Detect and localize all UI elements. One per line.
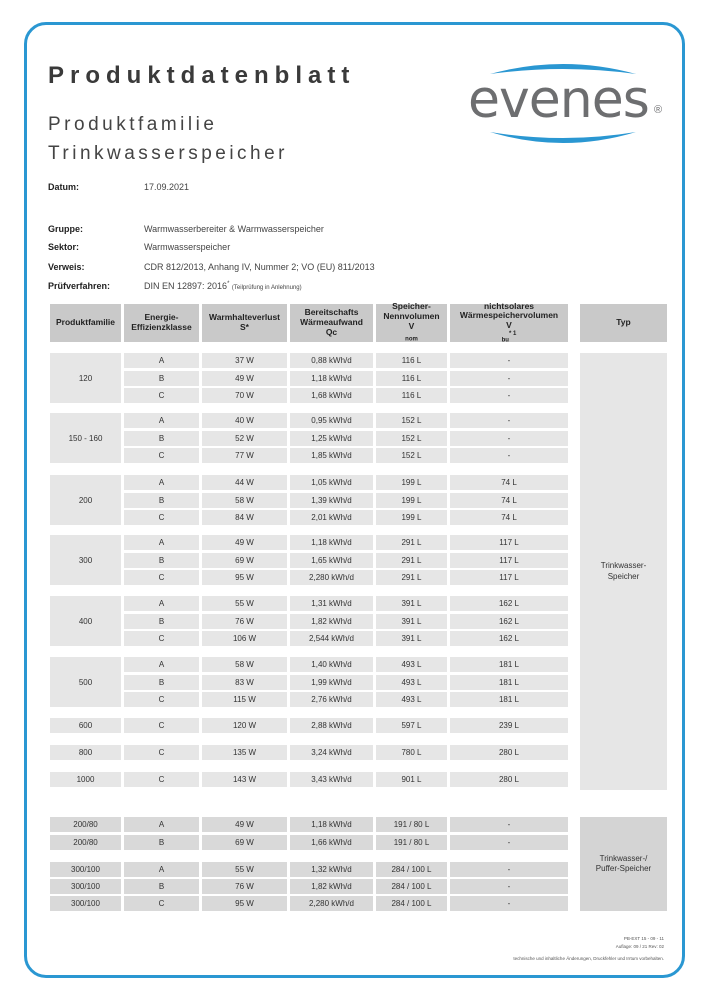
table-cell-vbu: 181 L <box>450 675 568 690</box>
table-cell-qc: 1,25 kWh/d <box>290 431 373 446</box>
puffer-cell-qc: 1,18 kWh/d <box>290 817 373 832</box>
table-cell-vnom: 199 L <box>376 493 447 508</box>
gruppe-label: Gruppe: <box>48 224 83 234</box>
table-cell-vbu: - <box>450 371 568 386</box>
table-cell-vnom: 291 L <box>376 535 447 550</box>
puffer-cell-vbu: - <box>450 879 568 894</box>
table-cell-vnom: 152 L <box>376 448 447 463</box>
table-cell-vnom: 152 L <box>376 431 447 446</box>
table-cell-qc: 2,76 kWh/d <box>290 692 373 707</box>
table-cell-klasse: A <box>124 353 199 368</box>
page-title: Produktdatenblatt <box>48 62 356 89</box>
puffer-cell-name: 300/100 <box>50 862 121 877</box>
table-cell-klasse: C <box>124 448 199 463</box>
table-cell-vnom: 291 L <box>376 553 447 568</box>
table-cell-klasse: C <box>124 388 199 403</box>
table-cell-vnom: 152 L <box>376 413 447 428</box>
typ2-l1: Trinkwasser-/ <box>599 853 648 863</box>
table-cell-s: 76 W <box>202 614 287 629</box>
puffer-cell-klasse: A <box>124 862 199 877</box>
header-warmhalteverlust <box>202 304 287 342</box>
datum-value: 17.09.2021 <box>144 182 190 192</box>
table-cell-klasse: C <box>124 510 199 525</box>
table-cell-qc: 1,31 kWh/d <box>290 596 373 611</box>
table-cell-qc: 1,82 kWh/d <box>290 614 373 629</box>
evenes-logo <box>468 60 668 150</box>
table-cell-s: 52 W <box>202 431 287 446</box>
table-cell-vnom: 493 L <box>376 657 447 672</box>
footer-auflage: Auflage: 09 / 21 Rev: 02 <box>615 944 664 949</box>
table-cell-vnom: 391 L <box>376 614 447 629</box>
table-cell-vnom: 291 L <box>376 570 447 585</box>
table-cell-klasse: A <box>124 413 199 428</box>
pruef-note: (Teilprüfung in Anlehnung) <box>231 285 302 291</box>
table-cell-vbu: 117 L <box>450 535 568 550</box>
puffer-cell-s: 49 W <box>202 817 287 832</box>
table-cell-vbu: 181 L <box>450 692 568 707</box>
typ2-l2: Puffer-Speicher <box>595 864 652 873</box>
puffer-cell-klasse: B <box>124 835 199 850</box>
table-cell-vnom: 116 L <box>376 353 447 368</box>
table-cell-qc: 3,43 kWh/d <box>290 772 373 787</box>
group-produktfamilie <box>50 718 121 733</box>
table-cell-s: 37 W <box>202 353 287 368</box>
table-cell-vbu: 74 L <box>450 493 568 508</box>
table-cell-s: 55 W <box>202 596 287 611</box>
table-cell-qc: 2,544 kWh/d <box>290 631 373 646</box>
table-cell-vbu: 162 L <box>450 631 568 646</box>
table-cell-vbu: 239 L <box>450 718 568 733</box>
header-energie-l2: Effizienzklasse <box>131 322 192 332</box>
header-warm-l1: Warmhalteverlust <box>208 312 280 323</box>
typ1-l2: Speicher <box>607 571 640 581</box>
group-produktfamilie <box>50 413 121 463</box>
table-cell-qc: 2,280 kWh/d <box>290 570 373 585</box>
table-cell-vbu: 280 L <box>450 745 568 760</box>
footer-note: technische und inhaltliche Änderungen, Druckfehler und Irrtum vorbehalten. <box>513 956 664 961</box>
puffer-cell-klasse: C <box>124 896 199 911</box>
header-typ-text: Typ <box>616 317 631 328</box>
header-energie-l1: Energie- <box>144 312 179 323</box>
table-cell-qc: 1,39 kWh/d <box>290 493 373 508</box>
puffer-cell-s: 55 W <box>202 862 287 877</box>
table-cell-qc: 1,18 kWh/d <box>290 535 373 550</box>
group-produktfamilie <box>50 657 121 707</box>
subtitle-line1: Produktfamilie <box>48 114 218 135</box>
logo-wordmark: evenes <box>468 70 649 130</box>
group-name: 300 <box>78 555 93 565</box>
table-cell-s: 106 W <box>202 631 287 646</box>
group-name: 800 <box>78 748 93 757</box>
table-cell-vnom: 116 L <box>376 371 447 386</box>
header-produktfamilie <box>50 304 121 342</box>
header-nicht-idx: bu <box>501 337 509 344</box>
group-name: 200 <box>78 495 93 505</box>
table-cell-qc: 3,24 kWh/d <box>290 745 373 760</box>
table-cell-vbu: 181 L <box>450 657 568 672</box>
group-name: 120 <box>78 373 93 383</box>
table-cell-qc: 2,88 kWh/d <box>290 718 373 733</box>
table-cell-klasse: C <box>124 631 199 646</box>
table-cell-s: 84 W <box>202 510 287 525</box>
pruef-label: Prüfverfahren: <box>48 281 111 291</box>
table-cell-s: 95 W <box>202 570 287 585</box>
table-cell-s: 44 W <box>202 475 287 490</box>
table-cell-vbu: 280 L <box>450 772 568 787</box>
header-produktfamilie-text: Produktfamilie <box>55 317 116 328</box>
table-cell-klasse: B <box>124 614 199 629</box>
table-cell-s: 83 W <box>202 675 287 690</box>
table-cell-klasse: C <box>124 772 199 787</box>
table-cell-s: 49 W <box>202 535 287 550</box>
table-cell-qc: 1,85 kWh/d <box>290 448 373 463</box>
typ-trinkwasser-speicher <box>580 353 667 790</box>
table-cell-qc: 0,88 kWh/d <box>290 353 373 368</box>
table-cell-s: 115 W <box>202 692 287 707</box>
table-cell-qc: 1,68 kWh/d <box>290 388 373 403</box>
table-cell-qc: 2,01 kWh/d <box>290 510 373 525</box>
group-name: 400 <box>78 616 93 626</box>
puffer-cell-s: 69 W <box>202 835 287 850</box>
table-cell-s: 58 W <box>202 657 287 672</box>
puffer-cell-klasse: A <box>124 817 199 832</box>
group-produktfamilie <box>50 745 121 760</box>
table-cell-klasse: B <box>124 431 199 446</box>
table-cell-vnom: 493 L <box>376 692 447 707</box>
header-speicher-l1: Speicher- <box>392 301 431 312</box>
sektor-label: Sektor: <box>48 242 80 252</box>
table-cell-vnom: 901 L <box>376 772 447 787</box>
group-produktfamilie <box>50 353 121 403</box>
table-cell-klasse: C <box>124 718 199 733</box>
table-cell-klasse: C <box>124 692 199 707</box>
table-cell-vbu: 74 L <box>450 510 568 525</box>
puffer-cell-name: 200/80 <box>50 817 121 832</box>
puffer-cell-qc: 1,82 kWh/d <box>290 879 373 894</box>
puffer-cell-qc: 1,32 kWh/d <box>290 862 373 877</box>
table-cell-qc: 1,05 kWh/d <box>290 475 373 490</box>
table-cell-klasse: B <box>124 675 199 690</box>
header-nicht-l3 <box>460 321 558 344</box>
table-cell-vnom: 391 L <box>376 631 447 646</box>
table-cell-qc: 1,65 kWh/d <box>290 553 373 568</box>
table-cell-vbu: 162 L <box>450 614 568 629</box>
table-cell-vnom: 597 L <box>376 718 447 733</box>
table-cell-vnom: 391 L <box>376 596 447 611</box>
header-speicher-l2: Nennvolumen <box>383 310 440 321</box>
registered-mark: ® <box>654 104 663 116</box>
gruppe-value: Warmwasserbereiter & Warmwasserspeicher <box>144 224 324 234</box>
pruef-value-wrap <box>144 281 302 291</box>
table-cell-s: 40 W <box>202 413 287 428</box>
puffer-cell-vnom: 191 / 80 L <box>376 817 447 832</box>
header-nicht-v: V <box>506 320 512 331</box>
table-cell-s: 70 W <box>202 388 287 403</box>
puffer-cell-vbu: - <box>450 817 568 832</box>
puffer-cell-klasse: B <box>124 879 199 894</box>
sektor-value: Warmwasserspeicher <box>144 242 231 252</box>
puffer-cell-s: 95 W <box>202 896 287 911</box>
table-cell-vnom: 493 L <box>376 675 447 690</box>
header-nichtsolar <box>450 300 568 344</box>
group-produktfamilie <box>50 772 121 787</box>
table-cell-vbu: - <box>450 448 568 463</box>
group-name: 500 <box>78 677 93 687</box>
header-speicher <box>376 301 447 344</box>
verweis-value: CDR 812/2013, Anhang IV, Nummer 2; VO (EU) 811/2013 <box>144 262 375 272</box>
group-produktfamilie <box>50 535 121 585</box>
group-name: 1000 <box>76 775 95 784</box>
header-bereit-l3: Qc <box>325 326 338 337</box>
puffer-cell-vnom: 284 / 100 L <box>376 896 447 911</box>
datum-label: Datum: <box>48 182 79 192</box>
puffer-cell-name: 300/100 <box>50 896 121 911</box>
header-speicher-v: V <box>408 320 415 331</box>
pruef-sup: * <box>227 281 230 287</box>
table-cell-vnom: 199 L <box>376 510 447 525</box>
table-cell-s: 49 W <box>202 371 287 386</box>
table-cell-vbu: 162 L <box>450 596 568 611</box>
table-cell-vnom: 199 L <box>376 475 447 490</box>
footer-code: PB-EXT 15 - 09 - 11 <box>623 936 664 941</box>
puffer-cell-qc: 2,280 kWh/d <box>290 896 373 911</box>
table-cell-klasse: B <box>124 371 199 386</box>
table-cell-klasse: A <box>124 657 199 672</box>
table-cell-klasse: C <box>124 570 199 585</box>
verweis-label: Verweis: <box>48 262 85 272</box>
group-name: 600 <box>78 721 93 730</box>
header-nicht-l1: nichtsolares <box>483 300 535 311</box>
group-name: 150 - 160 <box>68 433 103 443</box>
table-cell-klasse: B <box>124 493 199 508</box>
table-cell-s: 77 W <box>202 448 287 463</box>
puffer-cell-qc: 1,66 kWh/d <box>290 835 373 850</box>
header-bereitschaft <box>290 304 373 342</box>
table-cell-vbu: - <box>450 431 568 446</box>
typ-puffer-speicher <box>580 817 667 911</box>
table-cell-qc: 1,18 kWh/d <box>290 371 373 386</box>
puffer-cell-s: 76 W <box>202 879 287 894</box>
header-bereit-l2: Wärmeaufwand <box>300 317 363 328</box>
header-bereit-l1: Bereitschafts <box>304 307 359 318</box>
header-energie <box>124 304 199 342</box>
table-cell-klasse: A <box>124 475 199 490</box>
typ1-l1: Trinkwasser- <box>600 561 647 571</box>
puffer-cell-vbu: - <box>450 862 568 877</box>
table-cell-vbu: 74 L <box>450 475 568 490</box>
table-cell-s: 120 W <box>202 718 287 733</box>
puffer-cell-vbu: - <box>450 896 568 911</box>
table-cell-s: 135 W <box>202 745 287 760</box>
table-cell-qc: 1,99 kWh/d <box>290 675 373 690</box>
puffer-cell-vbu: - <box>450 835 568 850</box>
table-cell-vnom: 780 L <box>376 745 447 760</box>
table-cell-klasse: B <box>124 553 199 568</box>
subtitle-line2: Trinkwasserspeicher <box>48 143 289 164</box>
table-cell-qc: 1,40 kWh/d <box>290 657 373 672</box>
pruef-value: DIN EN 12897: 2016 <box>144 281 228 291</box>
table-cell-s: 58 W <box>202 493 287 508</box>
table-cell-vbu: 117 L <box>450 570 568 585</box>
header-nicht-l2: Wärmespeichervolumen <box>459 310 559 321</box>
table-cell-klasse: A <box>124 535 199 550</box>
group-produktfamilie <box>50 596 121 646</box>
table-cell-vbu: 117 L <box>450 553 568 568</box>
table-cell-vnom: 116 L <box>376 388 447 403</box>
header-typ <box>580 304 667 342</box>
table-cell-klasse: C <box>124 745 199 760</box>
table-cell-klasse: A <box>124 596 199 611</box>
header-warm-l2: S* <box>240 322 249 332</box>
table-cell-vbu: - <box>450 413 568 428</box>
group-produktfamilie <box>50 475 121 525</box>
table-cell-s: 143 W <box>202 772 287 787</box>
puffer-cell-vnom: 191 / 80 L <box>376 835 447 850</box>
table-cell-s: 69 W <box>202 553 287 568</box>
puffer-cell-name: 200/80 <box>50 835 121 850</box>
header-speicher-idx: nom <box>405 337 418 344</box>
header-speicher-l3 <box>383 322 439 344</box>
header-nicht-sup: * 1 <box>508 330 517 337</box>
table-cell-qc: 0,95 kWh/d <box>290 413 373 428</box>
table-cell-vbu: - <box>450 353 568 368</box>
puffer-cell-name: 300/100 <box>50 879 121 894</box>
table-cell-vbu: - <box>450 388 568 403</box>
puffer-cell-vnom: 284 / 100 L <box>376 879 447 894</box>
puffer-cell-vnom: 284 / 100 L <box>376 862 447 877</box>
